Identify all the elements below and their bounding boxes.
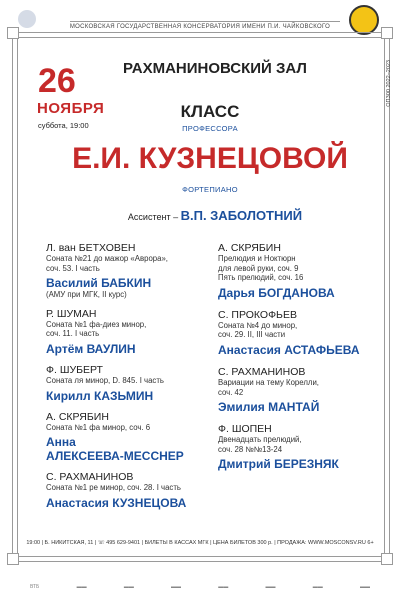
work-line: Двенадцать прелюдий, (218, 435, 302, 445)
composer: С. РАХМАНИНОВ (46, 471, 134, 484)
performer: Анастасия КУЗНЕЦОВА (46, 495, 187, 510)
date-weekday-time: суббота, 19:00 (38, 121, 89, 130)
work-line: соч. 29. II, III части (218, 330, 286, 340)
performer: Эмилия МАНТАЙ (218, 400, 320, 415)
footer-info: 19:00 | Б. НИКИТСКАЯ, 11 | ☏ 495 629-9401 | БИЛЕТЫ В КАССАХ МГК | ЦЕНА БИЛЕТОВ 300 р. | ПРОДАЖА: WWW.MOSCONSV.RU 6+ (26, 540, 374, 546)
work-line: соч. 28 №№13-24 (218, 444, 283, 454)
performer: Анастасия АСТАФЬЕВА (218, 342, 360, 357)
program-item (46, 471, 216, 510)
work-line: Соната ля минор, D. 845. I часть (46, 375, 164, 385)
assistant-name: В.П. ЗАБОЛОТНИЙ (180, 208, 303, 223)
work-line: Соната №21 до мажор «Аврора», (46, 254, 168, 263)
date-month: НОЯБРЯ (37, 100, 105, 117)
instrument: ФОРТЕПИАНО (182, 185, 238, 194)
sponsor-logo-icon: ▬▬ (218, 584, 229, 590)
sponsor-logo-icon: ▬▬ (312, 584, 323, 590)
performer-note: (АМУ при МГК, II курс) (46, 290, 127, 300)
professor-label: ПРОФЕССОРА (182, 124, 238, 133)
institution-header: МОСКОВСКАЯ ГОСУДАРСТВЕННАЯ КОНСЕРВАТОРИЯ ИМЕНИ П.И. ЧАЙКОВСКОГО (69, 24, 331, 30)
performer: Василий БАБКИН (46, 276, 152, 291)
frame-corner (7, 27, 19, 39)
work-line: Пять прелюдий, соч. 16 (218, 273, 304, 283)
sponsor-logo-icon: ▬▬ (123, 584, 134, 590)
program-item (46, 308, 216, 356)
work-line: Соната №4 до минор, (218, 320, 298, 330)
program-right-column (218, 242, 388, 471)
sponsor-logo-icon: ▬▬ (359, 584, 370, 590)
program-item (218, 366, 388, 414)
frame-corner (381, 27, 393, 39)
frame-corner (7, 553, 19, 565)
composer: С. РАХМАНИНОВ (218, 365, 306, 378)
conservatory-seal-icon (349, 5, 379, 35)
sponsor-logo-icon: ▬▬ (171, 584, 182, 590)
work-line: Соната №1 ре минор, соч. 28. I часть (46, 483, 181, 493)
assistant-line (70, 208, 360, 223)
program-item (46, 242, 216, 300)
composer: А. СКРЯБИН (46, 410, 109, 423)
work-line: Прелюдия и Ноктюрн (218, 254, 296, 263)
season-code: ОПЗ00 2022–2023 (386, 60, 392, 107)
composer: Л. ван БЕТХОВЕН (46, 242, 136, 254)
date-day: 26 (38, 62, 76, 100)
performer: Кирилл КАЗЬМИН (46, 388, 154, 403)
performer: Дарья БОГДАНОВА (218, 285, 335, 300)
composer: С. ПРОКОФЬЕВ (218, 308, 297, 321)
sponsor-logos (30, 584, 370, 590)
header-divider (70, 21, 340, 22)
hall-name: РАХМАНИНОВСКИЙ ЗАЛ (123, 60, 307, 77)
work-line: соч. 11. I часть (46, 329, 100, 339)
work-line: Вариации на тему Корелли, (218, 377, 319, 387)
composer: Р. ШУМАН (46, 307, 97, 320)
sponsor-logo-icon: ▬▬ (76, 584, 87, 590)
program-left-column (46, 242, 216, 510)
program-item (46, 364, 216, 403)
program-item (218, 423, 388, 471)
program-item (46, 411, 216, 464)
performer: Анна (46, 435, 76, 450)
composer: Ф. ШУБЕРТ (46, 363, 103, 376)
work-line: соч. 53. I часть (46, 263, 100, 273)
frame-corner (381, 553, 393, 565)
professor-name: Е.И. КУЗНЕЦОВОЙ (72, 142, 348, 175)
work-line: для левой руки, соч. 9 (218, 263, 299, 273)
program-item (218, 242, 388, 300)
assistant-label: Ассистент – (127, 212, 179, 222)
performer: АЛЕКСЕЕВА-МЕССНЕР (46, 449, 184, 464)
performer: Артём ВАУЛИН (46, 341, 136, 356)
sponsor-logo-vtb: ВТБ (30, 584, 40, 590)
composer: А. СКРЯБИН (218, 242, 281, 254)
work-line: соч. 42 (218, 387, 244, 397)
sponsor-logo-icon: ▬▬ (265, 584, 276, 590)
work-line: Соната №1 фа минор, соч. 6 (46, 422, 151, 432)
composer: Ф. ШОПЕН (218, 423, 272, 436)
work-line: Соната №1 фа-диез минор, (46, 319, 147, 329)
class-title: КЛАСС (180, 102, 240, 121)
program-item (218, 309, 388, 357)
performer: Дмитрий БЕРЕЗНЯК (218, 457, 339, 472)
